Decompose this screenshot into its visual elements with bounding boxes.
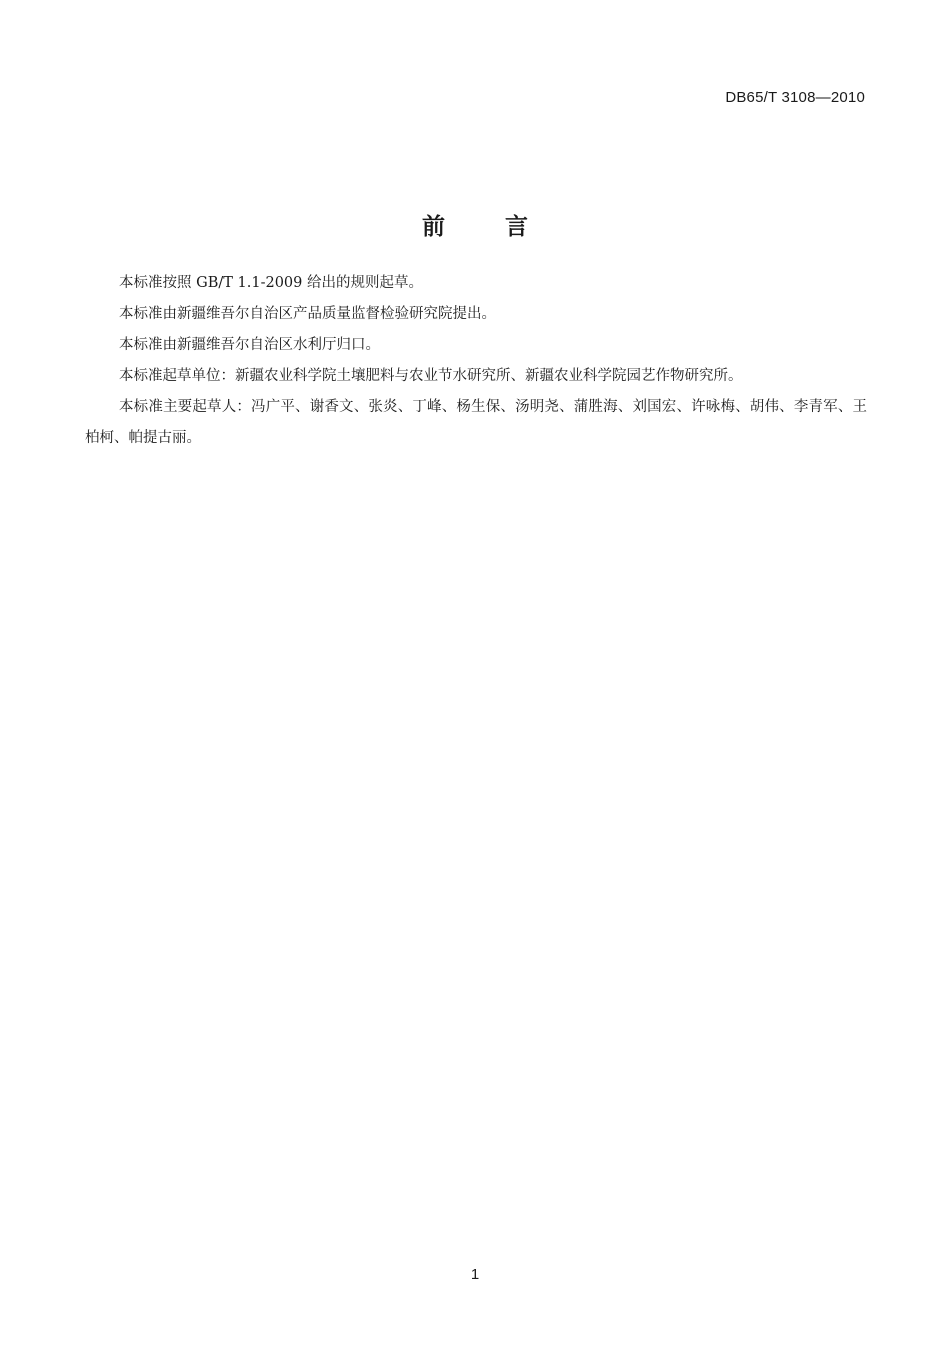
document-code: DB65/T 3108—2010: [725, 89, 865, 106]
paragraph-proposer: 本标准由新疆维吾尔自治区产品质量监督检验研究院提出。: [119, 306, 496, 322]
paragraph-drafters: 本标准主要起草人：冯广平、谢香文、张炎、丁峰、杨生保、汤明尧、蒲胜海、刘国宏、许咏梅、胡伟、李青军、王柏柯、帕提古丽。: [85, 399, 867, 446]
page-title-char-2: 言: [505, 214, 528, 240]
paragraph-drafting-rules: 本标准按照 GB/T 1.1-2009 给出的规则起草。: [119, 275, 423, 291]
foreword-body: [85, 268, 867, 454]
page-title-char-1: 前: [422, 214, 445, 240]
paragraph-drafting-units: 本标准起草单位：新疆农业科学院土壤肥料与农业节水研究所、新疆农业科学院园艺作物研究所。: [119, 368, 743, 384]
paragraph-administrator: 本标准由新疆维吾尔自治区水利厅归口。: [119, 337, 380, 353]
page-number: 1: [470, 1266, 480, 1283]
page-title: [0, 208, 950, 241]
